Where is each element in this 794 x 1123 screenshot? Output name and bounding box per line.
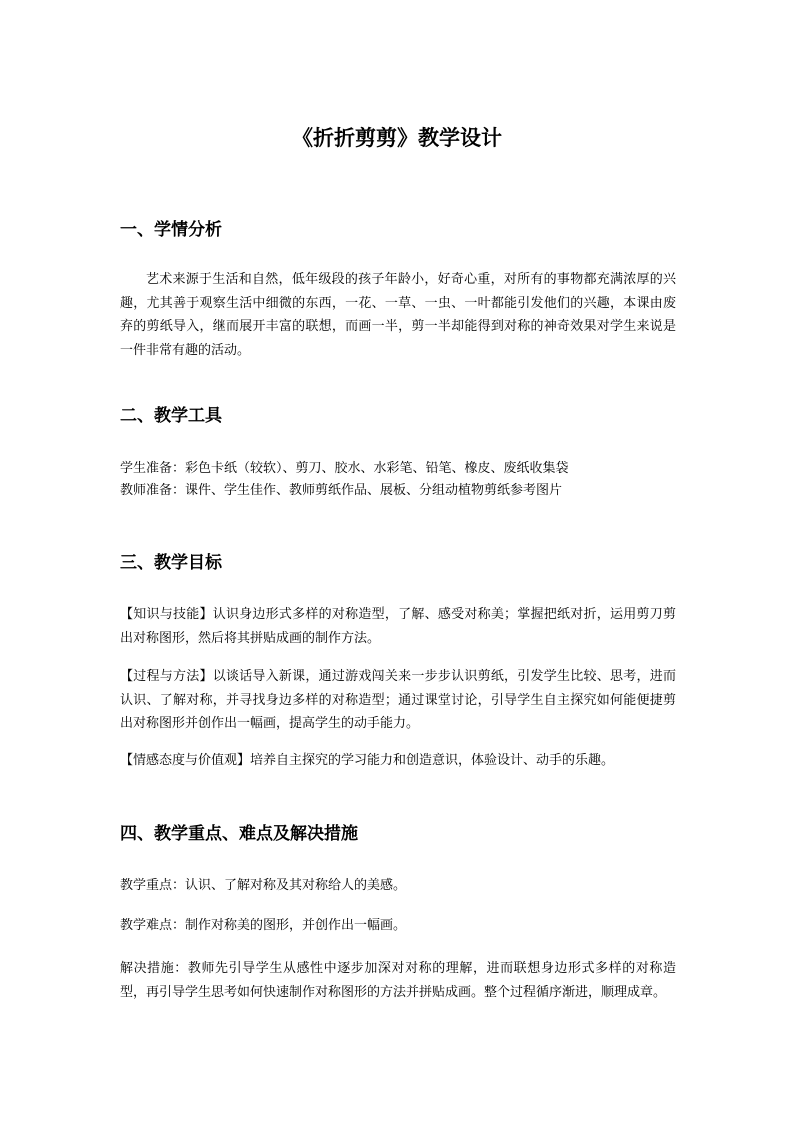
- objective-process-methods: 【过程与方法】以谈话导入新课，通过游戏闯关来一步步认识剪纸，引发学生比较、思考，进而认识、了解对称，并寻找身边多样的对称造型；通过课堂讨论，引导学生自主探究如何能便捷剪出对称图形并创作出一幅画，提高学生的动手能力。: [120, 669, 676, 731]
- section-heading-key-points: 四、教学重点、难点及解决措施: [120, 824, 358, 844]
- teacher-preparation-line: 教师准备：课件、学生佳作、教师剪纸作品、展板、分组动植物剪纸参考图片: [120, 483, 563, 498]
- learner-analysis-paragraph: 艺术来源于生活和自然，低年级段的孩子年龄小，好奇心重，对所有的事物都充满浓厚的兴趣，尤其善于观察生活中细微的东西，一花、一草、一虫、一叶都能引发他们的兴趣，本课由废弃的剪纸导入，继而展开丰富的联想，而画一半，剪一半却能得到对称的神奇效果对学生来说是一件非常有趣的活动。: [120, 272, 676, 358]
- objective-knowledge-skills: 【知识与技能】认识身边形式多样的对称造型，了解、感受对称美；掌握把纸对折，运用剪刀剪出对称图形，然后将其拼贴成画的制作方法。: [120, 607, 676, 646]
- section-heading-teaching-tools: 二、教学工具: [120, 406, 222, 426]
- objective-emotion-values: 【情感态度与价值观】培养自主探究的学习能力和创造意识，体验设计、动手的乐趣。: [120, 753, 615, 768]
- section-heading-learner-analysis: 一、学情分析: [120, 220, 222, 240]
- solution-measures: 解决措施：教师先引导学生从感性中逐步加深对对称的理解，进而联想身边形式多样的对称造型，再引导学生思考如何快速制作对称图形的方法并拼贴成画。整个过程循序渐进，顺理成章。: [120, 961, 676, 1000]
- teaching-difficulty: 教学难点：制作对称美的图形，并创作出一幅画。: [120, 918, 407, 933]
- teaching-key-point: 教学重点：认识、了解对称及其对称给人的美感。: [120, 878, 407, 893]
- document-title: 《折折剪剪》教学设计: [292, 125, 502, 150]
- section-heading-teaching-objectives: 三、教学目标: [120, 553, 222, 573]
- student-preparation-line: 学生准备：彩色卡纸（较软）、剪刀、胶水、水彩笔、铅笔、橡皮、废纸收集袋: [120, 461, 569, 476]
